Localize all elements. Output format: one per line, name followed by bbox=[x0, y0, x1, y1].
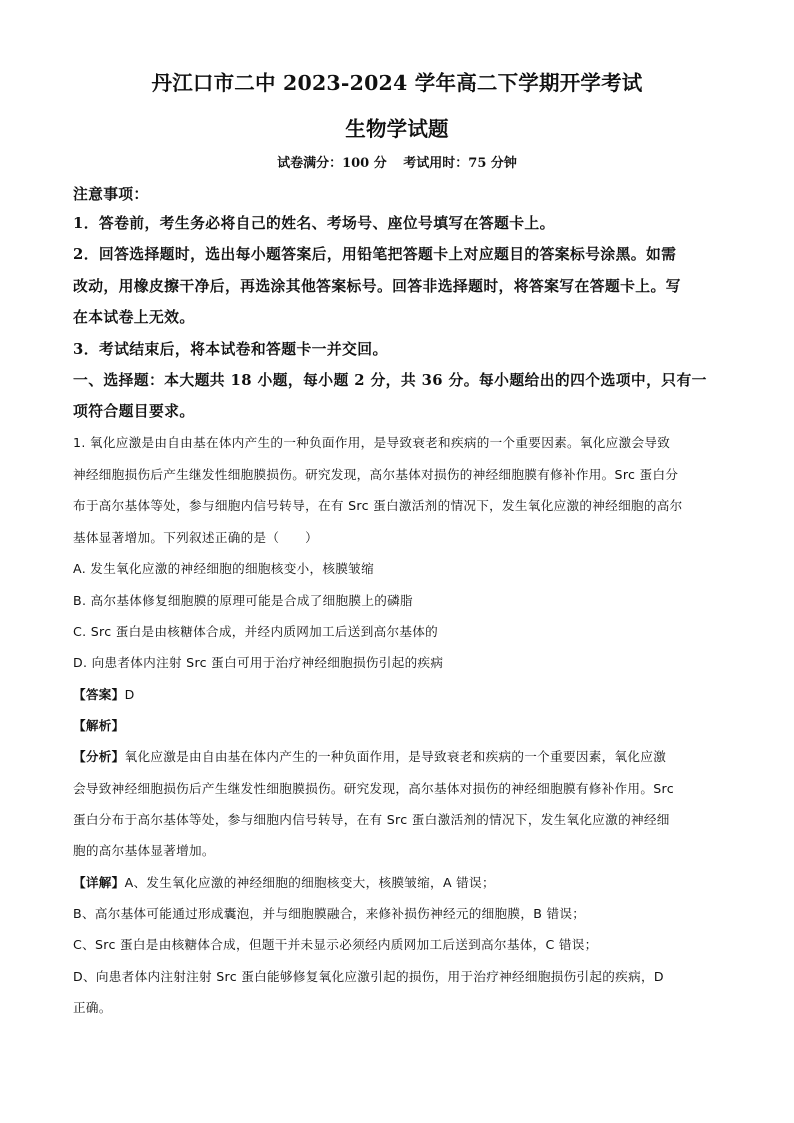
question-stem-line-1: 1. 氧化应激是由自由基在体内产生的一种负面作用，是导致衰老和疾病的一个重要因素。氧化应激会导致 bbox=[73, 435, 671, 450]
fenxi-line-2: 会导致神经细胞损伤后产生继发性细胞膜损伤。研究发现，高尔基体对损伤的神经细胞膜有修补作用。Src bbox=[73, 781, 674, 796]
xiangjie-line-c: C、Src 蛋白是由核糖体合成，但题干并未显示必须经内质网加工后送到高尔基体，C 错误； bbox=[73, 937, 598, 952]
answer-value: D bbox=[124, 687, 135, 702]
xiangjie-line-d-1: D、向患者体内注射注射 Src 蛋白能够修复氧化应激引起的损伤，用于治疗神经细胞损伤引起的疾病，D bbox=[73, 969, 664, 984]
option-d: D. 向患者体内注射 Src 蛋白可用于治疗神经细胞损伤引起的疾病 bbox=[73, 655, 444, 670]
fenxi-tag: 【分析】 bbox=[73, 749, 125, 764]
question-stem-line-3: 布于高尔基体等处，参与细胞内信号转导，在有 Src 蛋白激活剂的情况下，发生氧化应激的神经细胞的高尔 bbox=[73, 498, 683, 513]
question-stem-line-2: 神经细胞损伤后产生继发性细胞膜损伤。研究发现，高尔基体对损伤的神经细胞膜有修补作用。Src 蛋白分 bbox=[73, 467, 679, 482]
note-item-2-line-1: 2．回答选择题时，选出每小题答案后，用铅笔把答题卡上对应题目的答案标号涂黑。如需 bbox=[73, 246, 677, 263]
exam-meta bbox=[0, 152, 794, 171]
answer-tag: 【答案】 bbox=[73, 687, 125, 702]
score-info: 试卷满分：100 分 bbox=[277, 156, 387, 171]
option-c: C. Src 蛋白是由核糖体合成，并经内质网加工后送到高尔基体的 bbox=[73, 624, 439, 639]
note-item-3: 3．考试结束后，将本试卷和答题卡一并交回。 bbox=[73, 341, 388, 358]
xiangjie-tag: 【详解】 bbox=[73, 875, 125, 890]
fenxi-line-1 bbox=[73, 746, 723, 765]
xiangjie-line-d-2: 正确。 bbox=[73, 1000, 112, 1015]
option-b: B. 高尔基体修复细胞膜的原理可能是合成了细胞膜上的磷脂 bbox=[73, 593, 413, 608]
note-item-2-line-3: 在本试卷上无效。 bbox=[73, 309, 195, 326]
section-heading-line-1: 一、选择题：本大题共 18 小题，每小题 2 分，共 36 分。每小题给出的四个选项中，只有一 bbox=[73, 372, 707, 389]
time-info: 考试用时：75 分钟 bbox=[403, 156, 517, 171]
option-a: A. 发生氧化应激的神经细胞的细胞核变小，核膜皱缩 bbox=[73, 561, 374, 576]
fenxi-text-1: 氧化应激是由自由基在体内产生的一种负面作用，是导致衰老和疾病的一个重要因素，氧化应激 bbox=[124, 749, 667, 764]
notes-heading: 注意事项： bbox=[73, 186, 149, 203]
note-item-2-line-2: 改动，用橡皮擦干净后，再选涂其他答案标号。回答非选择题时，将答案写在答题卡上。写 bbox=[73, 278, 681, 295]
analysis-tag bbox=[73, 715, 723, 734]
analysis-tag-text: 【解析】 bbox=[73, 718, 125, 733]
section-heading-line-2: 项符合题目要求。 bbox=[73, 403, 195, 420]
fenxi-line-4: 胞的高尔基体显著增加。 bbox=[73, 843, 215, 858]
fenxi-line-3: 蛋白分布于高尔基体等处，参与细胞内信号转导，在有 Src 蛋白激活剂的情况下，发生氧化应激的神经细 bbox=[73, 812, 670, 827]
note-item-1: 1．答卷前，考生务必将自己的姓名、考场号、座位号填写在答题卡上。 bbox=[73, 215, 555, 232]
xiangjie-line-b: B、高尔基体可能通过形成囊泡，并与细胞膜融合，来修补损伤神经元的细胞膜，B 错误； bbox=[73, 906, 586, 921]
exam-subtitle: 生物学试题 bbox=[345, 117, 449, 141]
answer-line bbox=[73, 684, 723, 703]
xiangjie-line-a bbox=[73, 872, 723, 891]
xiangjie-text-a: A、发生氧化应激的神经细胞的细胞核变大，核膜皱缩，A 错误； bbox=[124, 875, 495, 890]
exam-title: 丹江口市二中 2023-2024 学年高二下学期开学考试 bbox=[151, 71, 643, 95]
question-stem-line-4: 基体显著增加。下列叙述正确的是（ ） bbox=[73, 530, 318, 545]
